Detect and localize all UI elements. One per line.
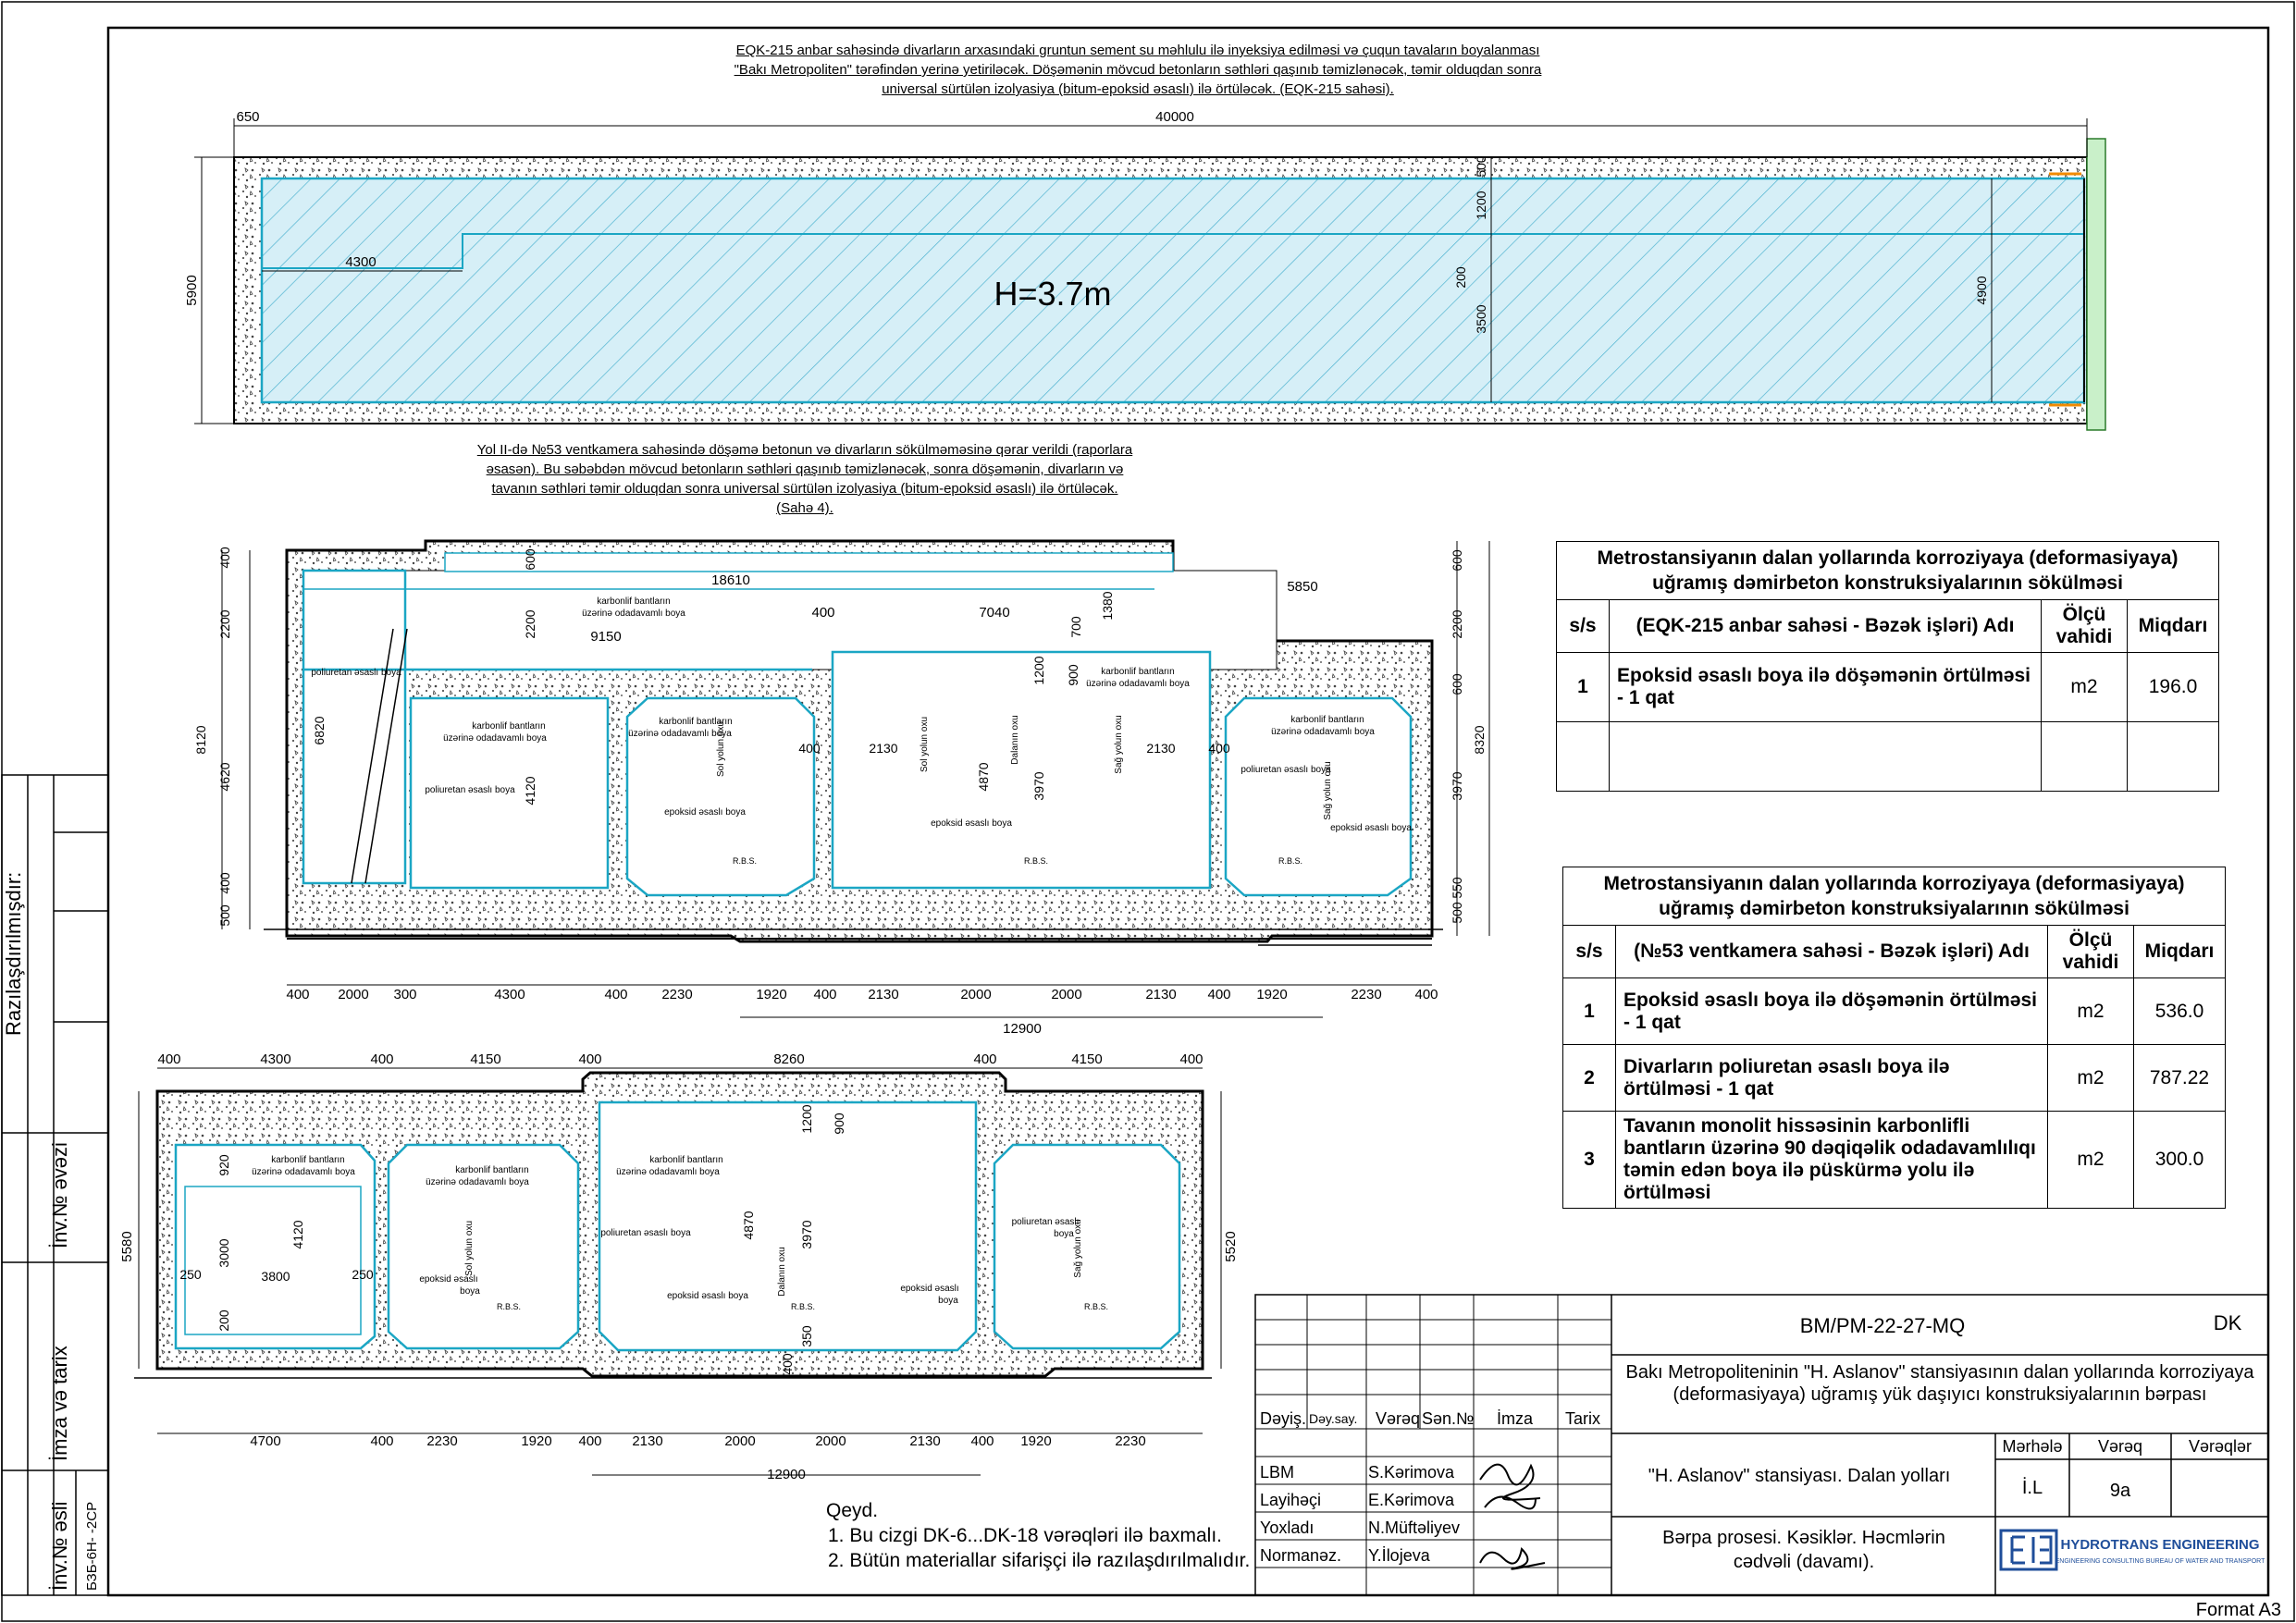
s2-top-dims: [157, 1051, 1203, 1067]
s1-inner-2200: 2200: [523, 609, 537, 639]
section-1: [264, 541, 1443, 945]
title-sheet-name: Bərpa prosesi. Kəsiklər. Həcmlərin cədvəli (davamı).: [1662, 1528, 1945, 1572]
table2-r1-no: 1: [1563, 978, 1616, 1045]
logo-sub: ENGINEERING CONSULTING BUREAU OF WATER AND TRANSPORT: [2055, 1558, 2265, 1565]
s1-inner-400: 400: [798, 741, 821, 756]
s2-3800: 3800: [261, 1269, 290, 1284]
s2-920: 920: [216, 1154, 231, 1176]
s1-dim-top-5850: 5850: [1287, 579, 1318, 595]
s1-rbs-2: R.B.S.: [1023, 856, 1049, 866]
table1-r1-qty: 196.0: [2128, 653, 2219, 722]
s2-epoxy-3b: boya: [938, 1296, 958, 1306]
svg-text:400: 400: [157, 1051, 181, 1067]
s1-left-500: 500: [217, 904, 232, 927]
table-eqk-215: [1556, 541, 2219, 792]
svg-text:2000: 2000: [1051, 987, 1082, 1002]
svg-text:2130: 2130: [868, 987, 899, 1002]
s1-right-600b: 600: [1450, 673, 1464, 695]
svg-text:400: 400: [578, 1433, 602, 1449]
svg-text:2230: 2230: [426, 1433, 458, 1449]
table1-title: Metrostansiyanın dalan yollarında korroziyaya (deformasiyaya) uğramış dəmirbeton konstruksiyalarının sökülməsi: [1557, 542, 2219, 600]
svg-text:2130: 2130: [909, 1433, 941, 1449]
s2-250b: 250: [352, 1267, 374, 1282]
s2-axis-left: Sol yolun oxu: [464, 1220, 475, 1277]
s2-carbon-2b: üzərinə odadavamlı boya: [426, 1177, 529, 1187]
sidebar-inv-esli: İnv.№ əsli: [48, 1501, 71, 1591]
svg-text:2000: 2000: [815, 1433, 846, 1449]
svg-text:Vərəq: Vərəq: [1376, 1409, 1421, 1428]
s2-left: 5580: [119, 1231, 135, 1262]
s1-dim-total: 12900: [1003, 1021, 1042, 1037]
s1-label-epoxy-1: epoksid əsaslı boya: [664, 807, 746, 818]
table1-h-qty: Miqdarı: [2128, 600, 2219, 653]
svg-text:300: 300: [393, 987, 417, 1002]
table2-h-qty: Miqdarı: [2134, 926, 2226, 978]
table2-title: Metrostansiyanın dalan yollarında korroziyaya (deformasiyaya) uğramış dəmirbeton konstruksiyalarının sökülməsi: [1563, 867, 2226, 926]
svg-text:2230: 2230: [1115, 1433, 1146, 1449]
s2-400: 400: [780, 1353, 795, 1375]
s1-axis-mid: Dalanın oxu: [1010, 715, 1020, 765]
s1-inner-4870: 4870: [976, 762, 991, 792]
table1-r1-no: 1: [1557, 653, 1610, 722]
s2-epoxy-1: epoksid əsaslı: [419, 1274, 478, 1285]
plan-dim-total: 40000: [1155, 109, 1194, 125]
title-sheet: 9a: [2109, 1481, 2131, 1501]
s2-axis-right: Sağ yolun oxu: [1073, 1219, 1083, 1278]
s1-dim-1380: 1380: [1100, 591, 1115, 621]
table2-r2-qty: 787.22: [2134, 1045, 2226, 1112]
s1-inner-2130: 2130: [869, 741, 898, 756]
svg-text:4150: 4150: [470, 1051, 501, 1067]
svg-text:400: 400: [973, 1051, 997, 1067]
plan-height-label: H=3.7m: [994, 275, 1112, 313]
s2-poly-2: poliuretan əsaslı: [1011, 1217, 1080, 1227]
svg-text:Sən.№: Sən.№: [1422, 1409, 1475, 1428]
s1-inner-2130b: 2130: [1146, 741, 1176, 756]
svg-text:2000: 2000: [338, 987, 369, 1002]
svg-text:2130: 2130: [632, 1433, 663, 1449]
svg-text:1920: 1920: [1020, 1433, 1052, 1449]
s1-label-carbon-5: karbonlif bantların: [1290, 715, 1364, 725]
s1-bottom-dims: [286, 987, 1438, 1002]
plan-dim-4900: 4900: [1974, 276, 1989, 305]
svg-text:4150: 4150: [1071, 1051, 1103, 1067]
svg-text:1920: 1920: [1256, 987, 1288, 1002]
s1-label-epoxy-3: epoksid əsaslı boya: [1330, 823, 1412, 833]
plan-dim-offset: 650: [236, 109, 260, 125]
s2-right: 5520: [1223, 1231, 1239, 1262]
title-block-people: [1260, 1463, 1460, 1565]
title-project: Bakı Metropoliteninin "H. Aslanov" stansiyasının dalan yollarında korroziyaya (deformasiyaya) uğramış yük daşıyıcı konstruksiyalarının bərpası: [1625, 1362, 2254, 1405]
table1-h-no: s/s: [1557, 600, 1610, 653]
svg-text:Normanəz.: Normanəz.: [1260, 1546, 1342, 1565]
svg-text:4700: 4700: [250, 1433, 281, 1449]
s1-right-2200: 2200: [1450, 609, 1464, 639]
table2-h-no: s/s: [1563, 926, 1616, 978]
svg-text:Tarix: Tarix: [1565, 1409, 1601, 1428]
s1-inner-400b: 400: [1208, 741, 1230, 756]
company-logo: [2001, 1531, 2265, 1569]
s1-rbs-1: R.B.S.: [732, 856, 758, 866]
s2-rbs-3: R.B.S.: [1083, 1302, 1109, 1311]
svg-text:4300: 4300: [260, 1051, 291, 1067]
s2-3000: 3000: [216, 1238, 231, 1268]
s1-right-500: 500: [1450, 902, 1464, 924]
s1-left-4620: 4620: [217, 762, 232, 792]
s2-carbon-2: karbonlif bantların: [455, 1165, 529, 1175]
svg-text:1920: 1920: [756, 987, 787, 1002]
table1-h-unit: Ölçü vahidi: [2042, 600, 2128, 653]
s2-rbs-2: R.B.S.: [790, 1302, 816, 1311]
s1-dim-top-18610: 18610: [711, 572, 750, 588]
plan-dim-3500: 3500: [1474, 304, 1488, 334]
title-stage: İ.L: [2021, 1478, 2043, 1498]
svg-text:1920: 1920: [521, 1433, 552, 1449]
table2-h-unit: Ölçü vahidi: [2048, 926, 2134, 978]
s1-rbs-3: R.B.S.: [1278, 856, 1303, 866]
s1-axis-mid2: Sol yolun oxu: [920, 716, 930, 773]
title-dk: DK: [2213, 1311, 2242, 1334]
s1-label-carbon-4b: üzərinə odadavamlı boya: [1086, 679, 1190, 689]
s1-label-carbon-1: karbonlif bantların: [597, 596, 671, 607]
s1-left-400b: 400: [217, 872, 232, 894]
s1-inner-3970: 3970: [1031, 771, 1046, 801]
s2-epoxy-1b: boya: [460, 1286, 480, 1297]
sidebar-imza-tarix: İmza və tarix: [48, 1346, 71, 1461]
svg-text:400: 400: [578, 1051, 602, 1067]
s1-axis-left: Sol yolun oxu: [716, 720, 726, 778]
table1-r1-unit: m2: [2042, 653, 2128, 722]
s2-4120: 4120: [290, 1220, 305, 1249]
s1-label-poly-3: poliuretan əsaslı boya: [1241, 765, 1331, 775]
svg-text:8260: 8260: [773, 1051, 805, 1067]
plan-dim-500: 500: [1474, 155, 1488, 178]
logo-text: HYDROTRANS ENGINEERING: [2060, 1537, 2260, 1553]
s2-250a: 250: [179, 1267, 202, 1282]
s2-3970: 3970: [799, 1220, 814, 1249]
title-object: "H. Aslanov" stansiyası. Dalan yolları: [1648, 1466, 1951, 1486]
s1-right-8320: 8320: [1472, 725, 1487, 755]
svg-text:400: 400: [370, 1433, 394, 1449]
s1-label-carbon-3b: üzərinə odadavamlı boya: [628, 729, 732, 739]
table1-h-name: (EQK-215 anbar sahəsi - Bəzək işləri) Adı: [1610, 600, 2042, 653]
s1-label-epoxy-2: epoksid əsaslı boya: [931, 818, 1012, 829]
s1-inner-4120: 4120: [523, 776, 537, 805]
svg-text:2000: 2000: [960, 987, 992, 1002]
table2-r1-unit: m2: [2048, 978, 2134, 1045]
plan-dim-200: 200: [1453, 266, 1468, 289]
plan-view: [234, 139, 2105, 430]
svg-text:İmza: İmza: [1497, 1409, 1534, 1428]
svg-text:Dəy.say.: Dəy.say.: [1309, 1411, 1358, 1426]
s2-axis-mid: Dalanın oxu: [777, 1247, 787, 1297]
middle-note: Yol II-də №53 ventkamera sahəsində döşəmə betonun və divarların sökülməməsinə qərar verildi (raporlara əsasən). Bu səbəbdən mövcud betonların səthləri qaşınıb təmizlənəcək, sonra döşəmənin, divarların və tavanın səthləri təmir olduqdan sonra universal sürtülən izolyasiya (bitum-epoksid əsaslı) ilə örtüləcək. (Sahə 4).: [476, 442, 1133, 516]
s2-poly-1: poliuretan əsaslı boya: [600, 1228, 691, 1238]
svg-text:N.Müftəliyev: N.Müftəliyev: [1368, 1518, 1461, 1537]
s1-inner-900: 900: [1066, 664, 1080, 686]
s2-bottom-dims: [250, 1433, 1145, 1449]
svg-text:400: 400: [1179, 1051, 1204, 1067]
table2-r2-name: Divarların poliuretan əsaslı boya ilə örtülməsi - 1 qat: [1616, 1045, 2048, 1112]
svg-text:Dəyiş.: Dəyiş.: [1260, 1409, 1307, 1428]
svg-text:S.Kərimova: S.Kərimova: [1368, 1463, 1455, 1482]
svg-text:400: 400: [1414, 987, 1438, 1002]
s1-label-carbon-1b: üzərinə odadavamlı boya: [582, 609, 685, 619]
table2-r1-qty: 536.0: [2134, 978, 2226, 1045]
s1-right-3970: 3970: [1450, 771, 1464, 801]
svg-text:2000: 2000: [724, 1433, 756, 1449]
s1-right-600: 600: [1450, 549, 1464, 572]
s1-left-400: 400: [217, 547, 232, 569]
table1-r1-name: Epoksid əsaslı boya ilə döşəmənin örtülməsi - 1 qat: [1610, 653, 2042, 722]
svg-text:2230: 2230: [1351, 987, 1382, 1002]
title-block-headers: [1260, 1409, 1600, 1428]
s1-dim-top-7040: 7040: [979, 605, 1010, 621]
s2-350: 350: [799, 1325, 814, 1347]
s1-left-6820: 6820: [312, 716, 327, 745]
svg-text:400: 400: [286, 987, 310, 1002]
svg-text:400: 400: [813, 987, 837, 1002]
s1-dim-700: 700: [1068, 616, 1083, 638]
top-note: EQK-215 anbar sahəsində divarların arxasındaki gruntun sement su məhlulu ilə inyeksiya edilməsi və çuqun tavaların boyalanması "Bakı Metropoliten" tərəfindən yerinə yetiriləcək. Döşəmənin mövcud betonların səthləri qaşınıb təmizlənəcək, təmir olduqdan sonra universal sürtülən izolyasiya (bitum-epoksid əsaslı) ilə örtüləcək. (EQK-215 sahəsi).: [734, 43, 1542, 97]
s2-carbon-3: karbonlif bantların: [649, 1155, 723, 1165]
s2-900: 900: [832, 1113, 846, 1135]
table2-r2-unit: m2: [2048, 1045, 2134, 1112]
s1-axis-right2: Sağ yolun oxu: [1323, 761, 1333, 820]
svg-text:400: 400: [970, 1433, 994, 1449]
table2-r3-no: 3: [1563, 1112, 1616, 1209]
s1-right-550: 550: [1450, 877, 1464, 899]
svg-text:4300: 4300: [494, 987, 525, 1002]
qeyd-item-2: 2. Bütün materiallar sifarişçi ilə razılaşdırılmalıdır.: [828, 1550, 1251, 1571]
svg-text:E.Kərimova: E.Kərimova: [1368, 1491, 1455, 1509]
table2-r3-name: Tavanın monolit hissəsinin karbonlifli bantların üzərinə 90 dəqiqəlik odadavamlılıqı təmin edən boya ilə püskürmə yolu ilə örtülməsi: [1616, 1112, 2048, 1209]
s1-label-carbon-4: karbonlif bantların: [1101, 667, 1175, 677]
svg-text:400: 400: [604, 987, 628, 1002]
table2-h-name: (№53 ventkamera sahəsi - Bəzək işləri) Adı: [1616, 926, 2048, 978]
table2-r1-name: Epoksid əsaslı boya ilə döşəmənin örtülməsi - 1 qat: [1616, 978, 2048, 1045]
s2-epoxy-2: epoksid əsaslı boya: [667, 1291, 748, 1301]
title-sheets-h: Vərəqlər: [2188, 1437, 2253, 1456]
sidebar-inv-eved: İnv.№ əvəzi: [48, 1142, 71, 1248]
qeyd-title: Qeyd.: [826, 1500, 879, 1521]
svg-text:Y.İlojeva: Y.İlojeva: [1368, 1546, 1430, 1565]
s1-label-carbon-5b: üzərinə odadavamlı boya: [1271, 727, 1375, 737]
s2-200: 200: [216, 1309, 231, 1332]
svg-text:400: 400: [1207, 987, 1231, 1002]
signatures: [1480, 1465, 1545, 1569]
svg-text:Yoxladı: Yoxladı: [1260, 1518, 1315, 1537]
table2-r3-unit: m2: [2048, 1112, 2134, 1209]
title-stage-h: Mərhələ: [2002, 1437, 2063, 1456]
s1-left-8120: 8120: [193, 725, 208, 755]
s1-label-poly-1: poliuretan əsaslı boya: [311, 668, 401, 678]
svg-text:2230: 2230: [661, 987, 693, 1002]
table2-r2-no: 2: [1563, 1045, 1616, 1112]
sidebar-code: БЗБ-6Н- -2СР: [84, 1501, 100, 1591]
format-label: Format A3: [2195, 1600, 2281, 1620]
plan-dim-recess: 4300: [345, 254, 376, 270]
plan-dim-1200: 1200: [1474, 191, 1488, 220]
s2-carbon-1b: üzərinə odadavamlı boya: [252, 1167, 355, 1177]
s2-rbs-1: R.B.S.: [496, 1302, 522, 1311]
s1-label-carbon-2b: üzərinə odadavamlı boya: [443, 733, 547, 744]
s2-carbon-3b: üzərinə odadavamlı boya: [616, 1167, 720, 1177]
svg-text:Layihəçi: Layihəçi: [1260, 1491, 1322, 1509]
title-sheet-h: Vərəq: [2097, 1437, 2143, 1456]
s1-inner-1200: 1200: [1031, 656, 1046, 685]
svg-text:400: 400: [370, 1051, 394, 1067]
s2-carbon-1: karbonlif bantların: [271, 1155, 345, 1165]
s2-4870: 4870: [741, 1211, 756, 1240]
s2-1200: 1200: [799, 1104, 814, 1134]
plan-dim-width: 5900: [184, 275, 200, 306]
qeyd-item-1: 1. Bu cizgi DK-6...DK-18 vərəqləri ilə baxmalı.: [828, 1525, 1222, 1546]
title-code: BM/PM-22-27-MQ: [1799, 1314, 1966, 1337]
svg-text:2130: 2130: [1145, 987, 1177, 1002]
s1-dim-top-400: 400: [811, 605, 835, 621]
s2-dim-total: 12900: [767, 1467, 806, 1482]
svg-text:LBM: LBM: [1260, 1463, 1295, 1482]
s1-label-carbon-3: karbonlif bantların: [659, 717, 733, 727]
s2-poly-2b: boya: [1054, 1229, 1074, 1239]
notes-qeyd: [826, 1498, 1250, 1573]
s1-inner-600: 600: [523, 548, 537, 571]
s1-dim-top-9150: 9150: [590, 629, 622, 645]
s1-axis-right: Sağ yolun oxu: [1114, 715, 1124, 774]
table-ventkamera-53: [1562, 867, 2226, 1209]
s1-label-poly-2: poliuretan əsaslı boya: [425, 785, 515, 795]
s1-left-2200: 2200: [217, 609, 232, 639]
table2-r3-qty: 300.0: [2134, 1112, 2226, 1209]
sidebar-agreed: Razılaşdırılmışdır:: [2, 871, 25, 1036]
s1-label-carbon-2: karbonlif bantların: [472, 721, 546, 732]
s2-epoxy-3: epoksid əsaslı: [900, 1284, 959, 1294]
